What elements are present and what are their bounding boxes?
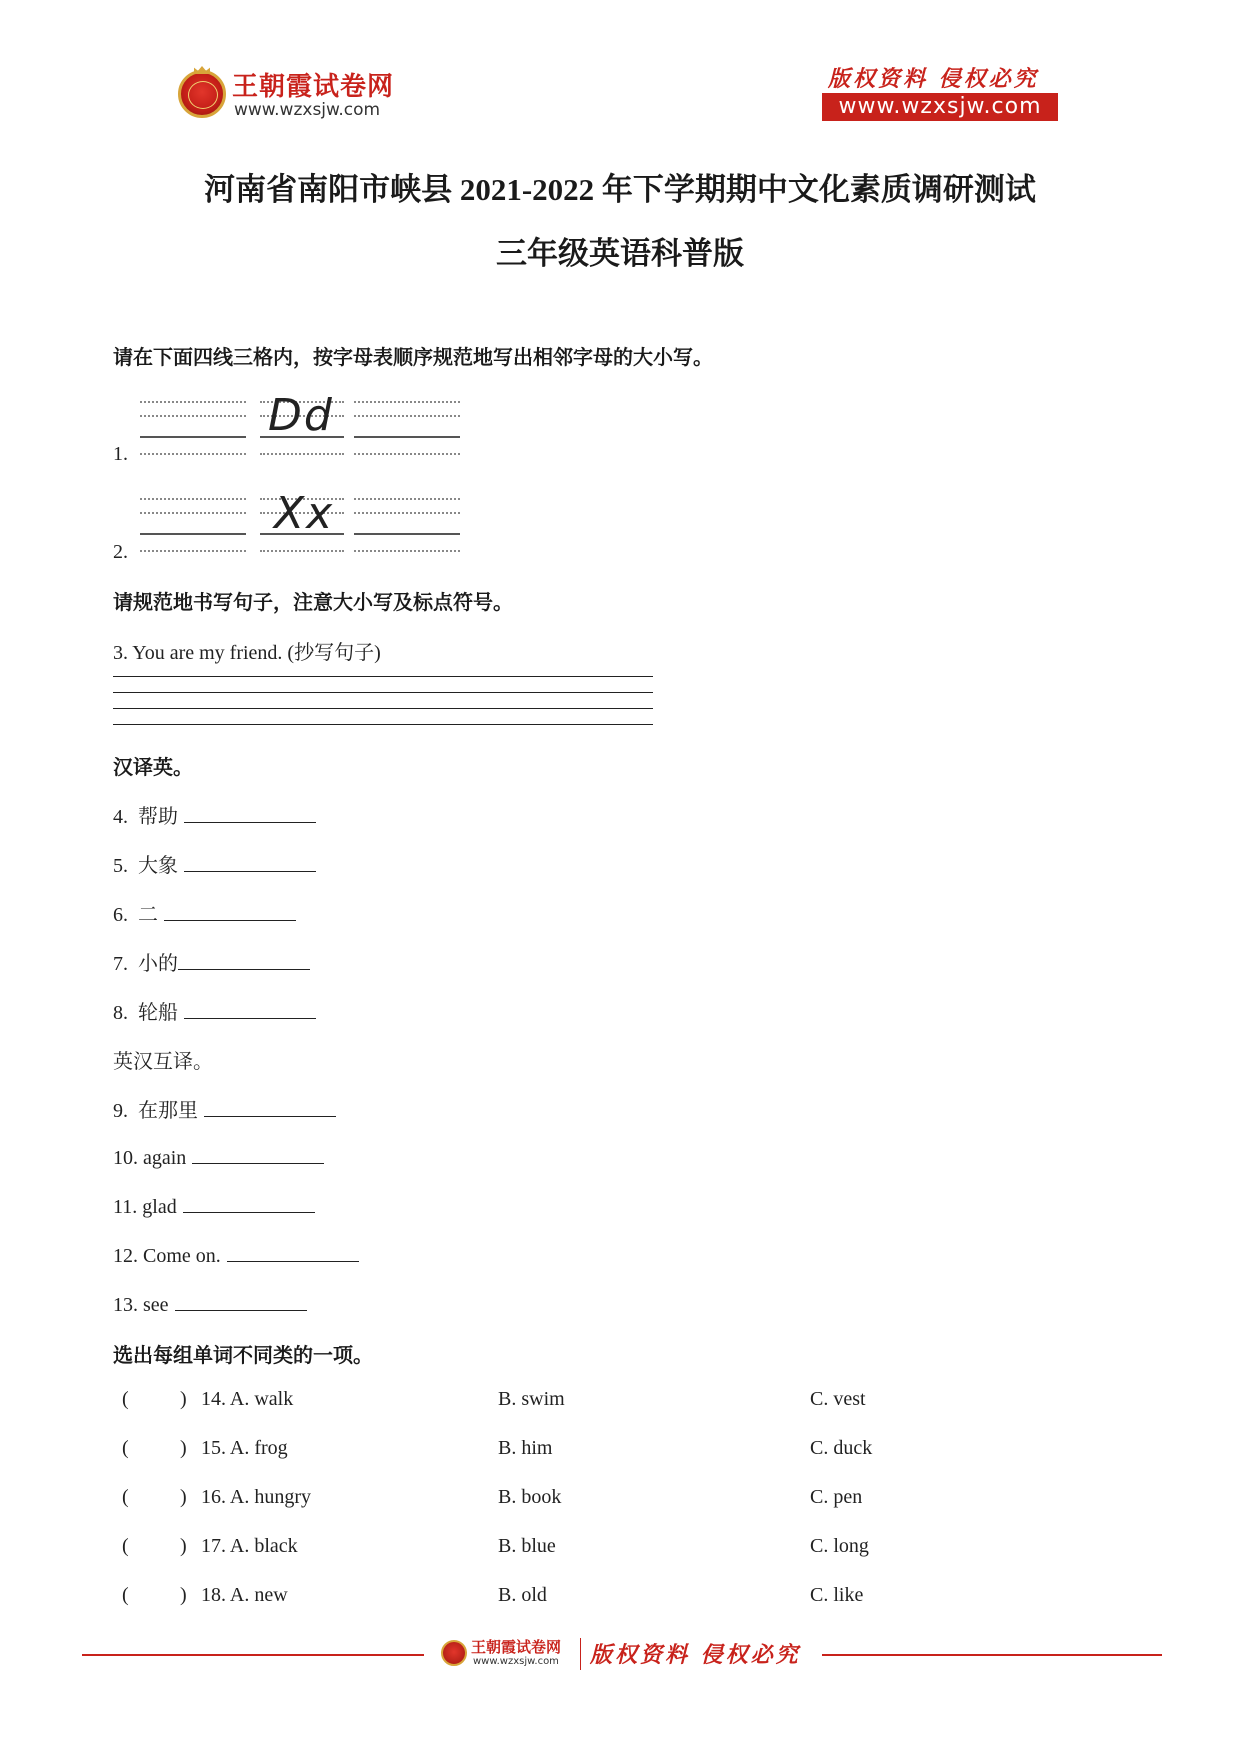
answer-blank[interactable] bbox=[227, 1241, 359, 1262]
item-label: 5. 大象 bbox=[113, 855, 178, 877]
option-b: B. book bbox=[498, 1486, 562, 1508]
answer-blank[interactable] bbox=[184, 851, 316, 872]
answer-blank[interactable] bbox=[192, 1143, 324, 1164]
footer-separator bbox=[580, 1638, 581, 1670]
answer-paren-open[interactable]: ( bbox=[122, 1437, 129, 1459]
exam-title: 河南省南阳市峡县 2021-2022 年下学期期中文化素质调研测试 bbox=[204, 172, 1036, 207]
option-b: B. blue bbox=[498, 1535, 556, 1557]
writing-line[interactable] bbox=[113, 724, 653, 725]
footer-logo-url: www.wzxsjw.com bbox=[473, 1656, 559, 1667]
section3-instruction: 汉译英。 bbox=[113, 757, 193, 779]
translation-item-12 bbox=[113, 1241, 359, 1268]
answer-paren-close: ) bbox=[180, 1584, 187, 1606]
option-b: B. swim bbox=[498, 1388, 565, 1410]
item-label: 4. 帮助 bbox=[113, 806, 178, 828]
writing-grid-right-1 bbox=[354, 401, 460, 455]
logo-name: 王朝霞试卷网 bbox=[232, 72, 395, 102]
header-url-banner: www.wzxsjw.com bbox=[822, 93, 1058, 121]
answer-paren-open[interactable]: ( bbox=[122, 1584, 129, 1606]
item-label: 13. see bbox=[113, 1294, 169, 1316]
copyright-notice: 版权资料 侵权必究 bbox=[828, 66, 1039, 92]
option-a: 14. A. walk bbox=[201, 1388, 294, 1410]
translation-item-13 bbox=[113, 1290, 307, 1317]
item-label: 6. 二 bbox=[113, 904, 158, 926]
translation-item-11 bbox=[113, 1192, 315, 1219]
option-b: B. him bbox=[498, 1437, 553, 1459]
footer-logo-name: 王朝霞试卷网 bbox=[471, 1638, 562, 1656]
answer-paren-open[interactable]: ( bbox=[122, 1486, 129, 1508]
answer-blank[interactable] bbox=[175, 1290, 307, 1311]
footer-logo-icon bbox=[441, 1640, 467, 1666]
answer-paren-close: ) bbox=[180, 1388, 187, 1410]
translation-item-9 bbox=[113, 1094, 336, 1123]
answer-paren-open[interactable]: ( bbox=[122, 1388, 129, 1410]
answer-blank[interactable] bbox=[164, 900, 296, 921]
answer-blank[interactable] bbox=[184, 802, 316, 823]
option-a: 18. A. new bbox=[201, 1584, 288, 1606]
footer-rule-left bbox=[82, 1654, 424, 1656]
answer-paren-open[interactable]: ( bbox=[122, 1535, 129, 1557]
translation-item-8 bbox=[113, 996, 316, 1025]
writing-grid-left-2 bbox=[140, 498, 246, 552]
item-label: 7. 小的 bbox=[113, 953, 178, 975]
translation-item-5 bbox=[113, 849, 316, 878]
letter-sample-1: Dd bbox=[268, 390, 334, 441]
translation-item-7 bbox=[113, 947, 310, 976]
translation-item-6 bbox=[113, 898, 296, 927]
writing-line[interactable] bbox=[113, 676, 653, 677]
writing-line[interactable] bbox=[113, 708, 653, 709]
writing-grid-right-2 bbox=[354, 498, 460, 552]
option-a: 16. A. hungry bbox=[201, 1486, 311, 1508]
writing-grid-left-1 bbox=[140, 401, 246, 455]
option-c: C. pen bbox=[810, 1486, 863, 1508]
item-label: 8. 轮船 bbox=[113, 1002, 178, 1024]
answer-paren-close: ) bbox=[180, 1486, 187, 1508]
option-a: 15. A. frog bbox=[201, 1437, 288, 1459]
footer-rule-right bbox=[822, 1654, 1162, 1656]
section4-instruction: 英汉互译。 bbox=[113, 1051, 213, 1073]
item-2-number: 2. bbox=[113, 541, 128, 563]
option-c: C. long bbox=[810, 1535, 869, 1557]
question-3: 3. You are my friend. (抄写句子) bbox=[113, 642, 381, 664]
answer-paren-close: ) bbox=[180, 1437, 187, 1459]
item-label: 11. glad bbox=[113, 1196, 177, 1218]
option-a: 17. A. black bbox=[201, 1535, 298, 1557]
item-label: 9. 在那里 bbox=[113, 1100, 198, 1122]
section2-instruction: 请规范地书写句子，注意大小写及标点符号。 bbox=[113, 592, 513, 614]
answer-blank[interactable] bbox=[178, 949, 310, 970]
item-1-number: 1. bbox=[113, 443, 128, 465]
translation-item-4 bbox=[113, 800, 316, 829]
option-c: C. like bbox=[810, 1584, 864, 1606]
option-c: C. vest bbox=[810, 1388, 866, 1410]
logo-url: www.wzxsjw.com bbox=[234, 100, 381, 120]
translation-item-10 bbox=[113, 1143, 324, 1170]
answer-blank[interactable] bbox=[184, 998, 316, 1019]
section1-instruction: 请在下面四线三格内，按字母表顺序规范地写出相邻字母的大小写。 bbox=[113, 347, 713, 369]
answer-paren-close: ) bbox=[180, 1535, 187, 1557]
logo-emblem-icon bbox=[178, 70, 226, 118]
exam-subtitle: 三年级英语科普版 bbox=[496, 236, 744, 271]
section5-instruction: 选出每组单词不同类的一项。 bbox=[113, 1345, 373, 1367]
item-label: 10. again bbox=[113, 1147, 187, 1169]
footer-copyright: 版权资料 侵权必究 bbox=[590, 1642, 801, 1668]
option-b: B. old bbox=[498, 1584, 547, 1606]
item-label: 12. Come on. bbox=[113, 1245, 221, 1267]
writing-line[interactable] bbox=[113, 692, 653, 693]
option-c: C. duck bbox=[810, 1437, 873, 1459]
letter-sample-2: Xx bbox=[274, 488, 335, 539]
answer-blank[interactable] bbox=[204, 1096, 336, 1117]
answer-blank[interactable] bbox=[183, 1192, 315, 1213]
